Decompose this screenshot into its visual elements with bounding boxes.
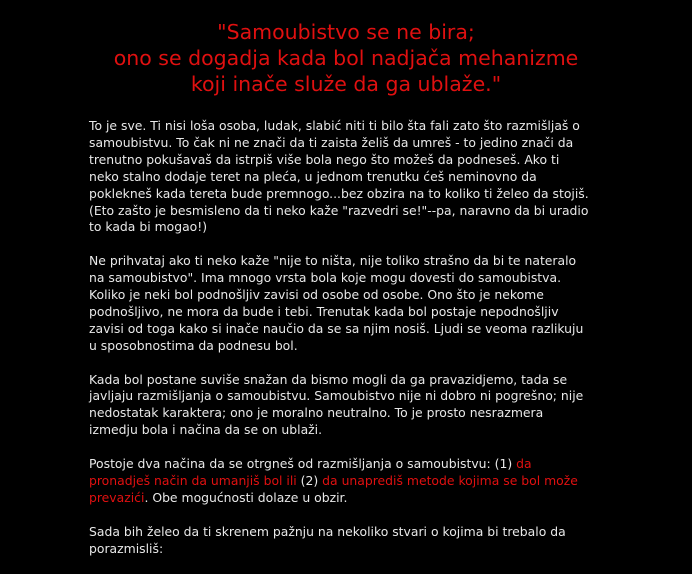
text-segment: . Obe mogućnosti dolaze u obzir. [144, 489, 348, 505]
text-line: javljaju razmišljanja o samoubistvu. Samoubistvo nije ni dobro ni pogrešno; nije [89, 388, 584, 404]
text-segment: Postoje dva načina da se otrgneš od razmišljanja o samoubistvu: (1) [89, 456, 517, 472]
text-line: na samoubistvo". Ima mnogo vrsta bola koje mogu dovesti do samoubistva. [89, 270, 562, 286]
quote-line-3: koji inače služe da ga ublaže." [190, 72, 502, 96]
text-line: porazmisliš: [89, 540, 164, 556]
paragraph-5 [89, 524, 649, 558]
highlight-option-1: pronadješ način da umanjiš bol ili [89, 472, 297, 488]
highlight-option-1: da [516, 456, 532, 472]
text-line: trenutno pokušavaš da istrpiš više bola nego što možeš da podneseš. Ako ti [89, 151, 560, 167]
text-segment: (2) [296, 472, 323, 488]
text-line: pokleknеš kada tereta bude premnogo...bez obzira na to koliko ti želeo da stojiš. [89, 185, 589, 201]
paragraph-2 [89, 253, 649, 354]
text-line: Koliko je neki bol podnošljiv zavisi od osobe od osobe. Ono što je nekome [89, 287, 544, 303]
text-line: samoubistvu. To čak ni ne znači da ti zaista želiš da umreš - to jedino znači da [89, 134, 574, 150]
highlight-option-2: da unaprediš metode kojima se bol može [322, 472, 578, 488]
text-line: izmedju bola i načina da se on ublaži. [89, 422, 323, 438]
text-line: To je sve. Ti nisi loša osoba, ludak, slabić niti ti bilo šta fali zato što razmišljaš o [89, 118, 580, 133]
text-line: Sada bih želeo da ti skrenem pažnju na nekoliko stvari o kojima bi trebalo da [89, 523, 566, 539]
text-line: nedostatak karaktera; ono je moralno neutralno. To je prosto nesrazmera [89, 405, 544, 421]
highlight-option-2: prevazići [89, 489, 145, 505]
text-line: zavisi od toga kako si inače naučio da se sa njim nosiš. Ljudi se veoma razlikuju [89, 320, 584, 336]
text-line: neko stalno dodaje teret na pleća, u jednom trenutku ćeš neminovno da [89, 168, 537, 184]
text-line: Ne prihvataj ako ti neko kaže "nije to ništa, nije toliko strašno da bi te nateralo [89, 253, 577, 269]
text-line: (Eto zašto je besmisleno da ti neko kaže "razvedri se!"--pa, naravno da bi uradio [89, 202, 589, 218]
quote-line-2: ono se dogadja kada bol nadjača mehanizme [113, 46, 579, 70]
text-line: u sposobnostima da podnesu bol. [89, 337, 298, 353]
text-line [89, 490, 649, 507]
paragraph-4 [89, 456, 649, 507]
text-line: to kada bi mogao!) [89, 219, 208, 235]
text-line: Kada bol postane suviše snažan da bismo mogli da ga pravazidjemo, tada se [89, 371, 568, 387]
text-line [89, 473, 649, 490]
article-body [89, 118, 649, 574]
paragraph-3 [89, 372, 649, 440]
quote-heading [0, 19, 692, 97]
quote-line-1: "Samoubistvo se ne bira; [217, 20, 475, 44]
text-line [89, 456, 649, 473]
paragraph-1 [89, 118, 649, 236]
text-line: podnošljivo, ne mora da bude i tebi. Trenutak kada bol postaje nepodnošljiv [89, 303, 559, 319]
